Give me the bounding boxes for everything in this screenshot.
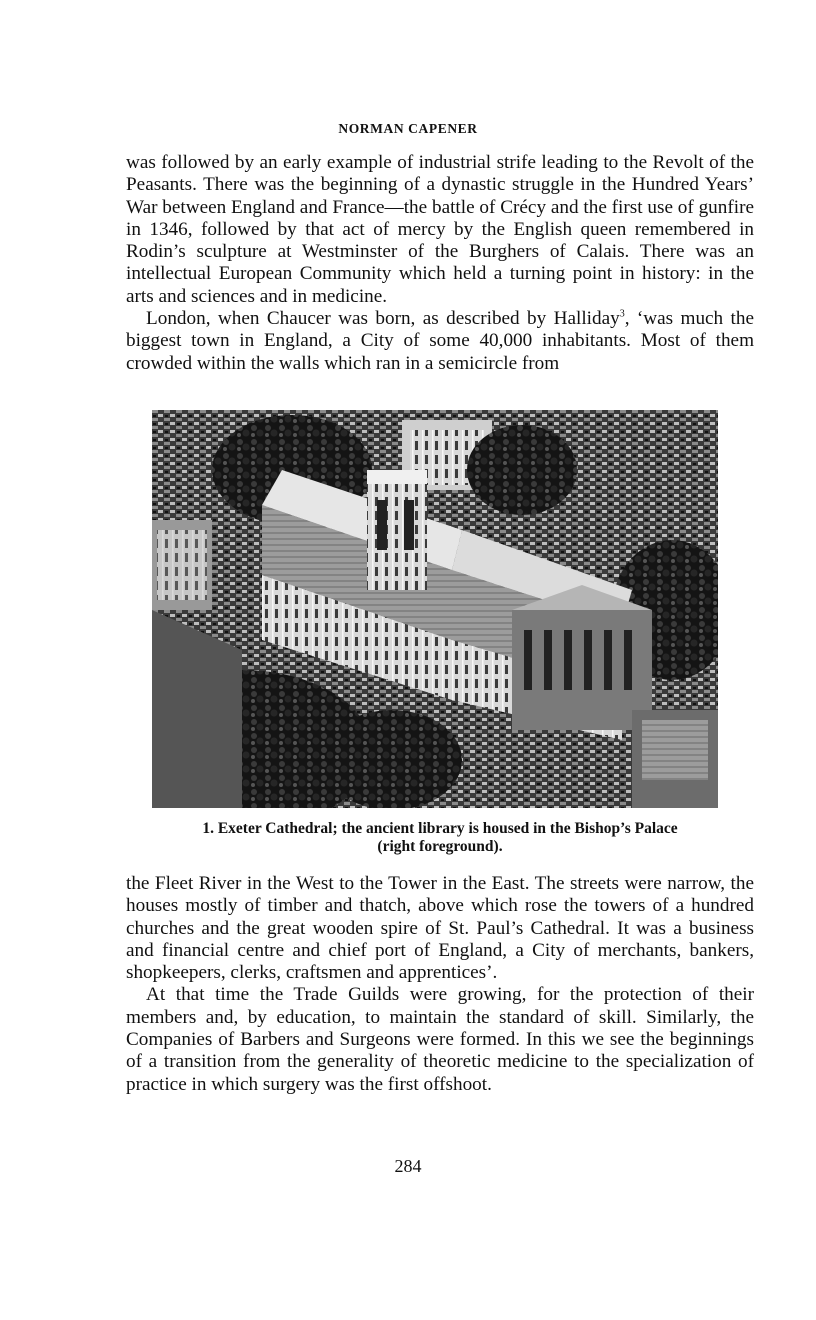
paragraph-4: At that time the Trade Guilds were growing, for the protection of their members and, by education, to maintain the standard of skill. Similarly, the Companies of Barbers and Surgeons were formed. In this we see the beginnings of a transition from the generality of theoretic medicine to the specialization of practice in which surgery was the first offshoot. [126, 984, 754, 1095]
caption-line-2: (right foreground). [377, 838, 503, 855]
figure-caption [126, 820, 754, 856]
running-head: NORMAN CAPENER [338, 121, 478, 136]
body-text-bottom [126, 873, 754, 1096]
reference-marker: 3 [619, 308, 625, 320]
paragraph-1: was followed by an early example of industrial strife leading to the Revolt of the Peasants. There was the beginning of a dynastic struggle in the Hundred Years’ War between England and France—the battle of Crécy and the first use of gunfire in 1346, followed by that act of mercy by the English queen remembered in Rodin’s sculpture at Westminster of the Burghers of Calais. There was an intellectual European Community which held a turning point in history: in the arts and sciences and in medicine. [126, 152, 754, 307]
paragraph-3: the Fleet River in the West to the Tower in the East. The streets were narrow, the houses mostly of timber and thatch, above which rose the towers of a hundred churches and the great wooden spire of St. Paul’s Cathedral. It was a business and financial centre and chief port of England, a City of merchants, bankers, shopkeepers, clerks, craftsmen and apprentices’. [126, 873, 754, 984]
caption-line-1: 1. Exeter Cathedral; the ancient library is housed in the Bishop’s Palace [202, 820, 678, 837]
body-text-top [126, 152, 754, 375]
paragraph-2 [126, 308, 754, 375]
paragraph-2-text-b: , ‘was much the biggest town in England, a City of some 40,000 inhabitants. Most of them crowded within the walls which ran in a semicircle from [126, 308, 754, 374]
paragraph-2-text-a: London, when Chaucer was born, as described by Halliday [146, 308, 620, 330]
cathedral-photograph [152, 410, 718, 808]
page-number: 284 [394, 1156, 422, 1176]
